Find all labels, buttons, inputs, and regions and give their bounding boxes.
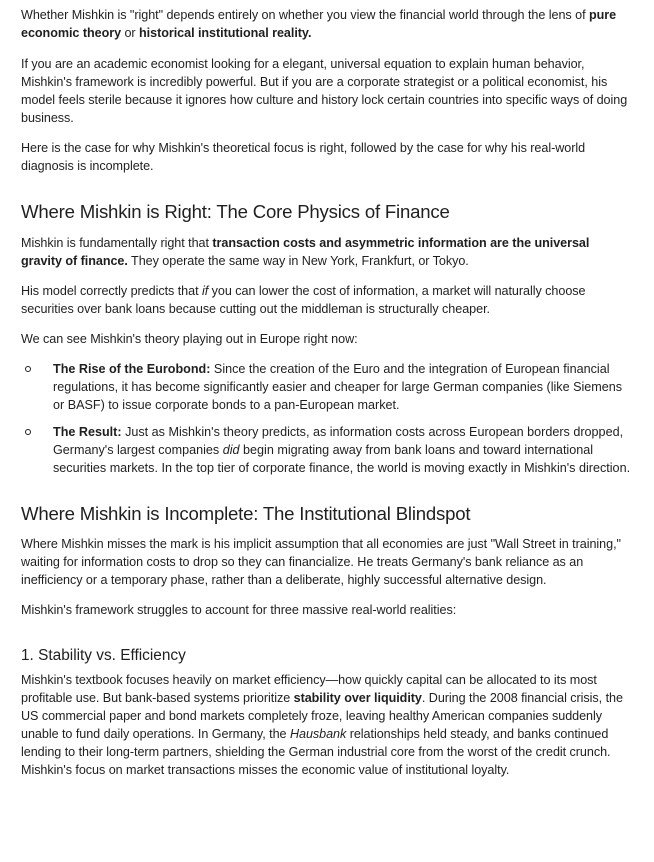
hollow-circle-bullet-icon [25, 429, 31, 435]
intro-paragraph-2: If you are an academic economist looking for a elegant, universal equation to explain human behavior, Mishkin's framework is incredibly powerful. But if you are a corporate strategist or a political economist, his model feels sterile because it ignores how culture and history lock certain countries into specific ways of doing business. [21, 57, 628, 125]
hollow-circle-bullet-icon [25, 366, 31, 372]
right-paragraph-3: We can see Mishkin's theory playing out in Europe right now: [21, 332, 358, 346]
subsection-heading-stability: 1. Stability vs. Efficiency [21, 647, 186, 664]
intro-paragraph-1: Whether Mishkin is "right" depends entirely on whether you view the financial world through the lens of pure economic theory or historical institutional reality. [21, 8, 617, 40]
incomplete-paragraph-1: Where Mishkin misses the mark is his implicit assumption that all economies are just "Wall Street in training," waiting for information costs to drop so they can financialize. He treats Germany's bank reliance as an inefficiency or a temporary phase, rather than a deliberate, highly successful alternative design. [21, 537, 621, 587]
list-item: The Rise of the Eurobond: Since the creation of the Euro and the integration of European financial regulations, it has become significantly easier and cheaper for large German companies (like Siemens or BASF) to issue corporate bonds to a pan-European market. [21, 360, 633, 414]
list-item: The Result: Just as Mishkin's theory predicts, as information costs across European borders dropped, Germany's largest companies did begin migrating away from bank loans and toward international securities markets. In the top tier of corporate finance, the world is moving exactly in Mishkin's direction. [21, 423, 633, 477]
intro-paragraph-3: Here is the case for why Mishkin's theoretical focus is right, followed by the case for why his real-world diagnosis is incomplete. [21, 141, 586, 173]
eurobond-bullet-list [21, 360, 633, 477]
right-paragraph-1: Mishkin is fundamentally right that transaction costs and asymmetric information are the universal gravity of finance. They operate the same way in New York, Frankfurt, or Tokyo. [21, 236, 590, 268]
section-heading-right: Where Mishkin is Right: The Core Physics of Finance [21, 201, 450, 222]
section-heading-incomplete: Where Mishkin is Incomplete: The Institutional Blindspot [21, 503, 471, 524]
incomplete-paragraph-2: Mishkin's framework struggles to account for three massive real-world realities: [21, 603, 457, 617]
stability-paragraph: Mishkin's textbook focuses heavily on market efficiency—how quickly capital can be allocated to its most profitable use. But bank-based systems prioritize stability over liquidity. During the 2008 financial crisis, the US commercial paper and bond markets completely froze, leaving healthy American companies suddenly unable to fund daily operations. In Germany, the Hausbank relationships held steady, and banks continued lending to their long-term partners, shielding the German industrial core from the worst of the credit crunch. Mishkin's focus on market transactions misses the economic value of institutional loyalty. [21, 673, 623, 777]
document-body [0, 6, 654, 779]
right-paragraph-2: His model correctly predicts that if you can lower the cost of information, a market will naturally choose securities over bank loans because cutting out the middleman is structurally cheaper. [21, 284, 586, 316]
